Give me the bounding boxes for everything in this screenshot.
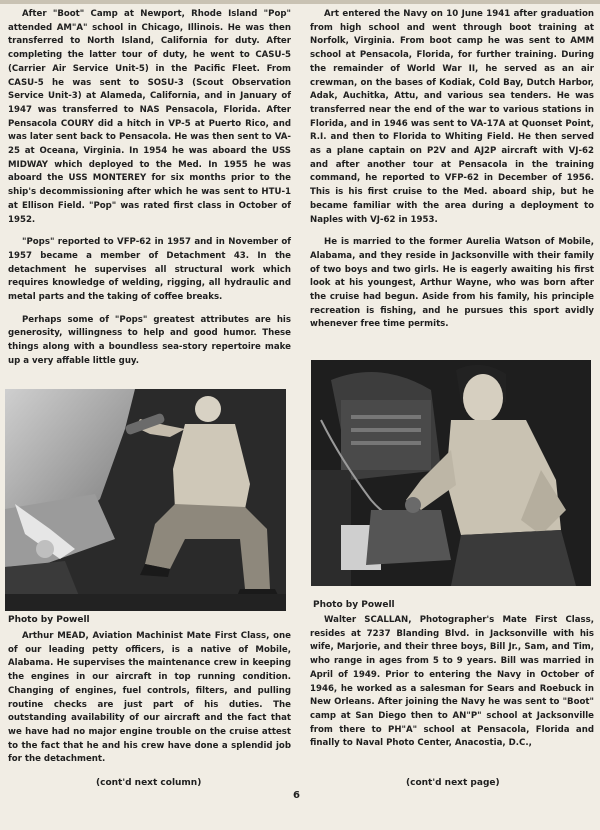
right-continued-note: (cont'd next page) bbox=[406, 778, 500, 788]
left-continued-note: (cont'd next column) bbox=[96, 778, 202, 788]
right-paragraph-1: Art entered the Navy on 10 June 1941 after graduation from high school and went through boot training at Norfolk, Virginia. From boot camp he was sent to AMM school at Pensacola, Florida, for further training. During the remainder of World War II, he served as an air crewman, on the bases of Kodiak, Cold Bay, Dutch Harbor, Adak, Auchitka, Attu, and various sea tenders. He was transferred near the end of the war to various stations in Florida, and in 1946 was sent to VA-17A at Quonset Point, R.I. and then to Florida to Whiting Field. He then served as a plane captain on P2V and AJ2P aircraft with VJ-62 and after another tour at Pensacola in the training command, he reported to VFP-62 in December of 1956. This is his first cruise to the Med. aboard ship, but he became familiar with the area during a deployment to Naples with VJ-62 in 1953. bbox=[310, 9, 594, 225]
left-paragraph-1: After "Boot" Camp at Newport, Rhode Island "Pop" attended AM"A" school in Chicago, Illinois. He was then transferred to North Island, California for duty. After completing the latter tour of duty, he went to CASU-5 (Carrier Air Service Unit-5) in the Pacific Fleet. From CASU-5 he was sent to SOSU-3 (Scout Observation Service Unit-3) at Alameda, California, and in January of 1947 was transferred to NAS Pensacola, Florida. After Pensacola COURY did a hitch in VP-5 at Puerto Rico, and was later sent back to Pensacola. He was then sent to VA-25 at Oceana, Virginia. In 1954 he was aboard the USS MIDWAY which deployed to the Med. In 1955 he was aboard the USS MONTEREY for six months prior to the ship's decommissioning after which he was sent to HTU-1 at Ellison Field. "Pop" was rated first class in October of 1952. bbox=[8, 9, 291, 225]
bio-walter-scallan: Walter SCALLAN, Photographer's Mate First Class, resides at 7237 Blanding Blvd. in Jacksonville with his wife, Marjorie, and their three boys, Bill Jr., Sam, and Tim, who range in ages from 5 to 9 years. Bill was married in April of 1949. Prior to entering the Navy in October of 1946, he worked as a salesman for Sears and Roebuck in New Orleans. After joining the Navy he was sent to "Boot" camp at San Diego then to AN"P" school at Jacksonville from there to PH"A" school at Pensacola, Florida and finally to Naval Photo Center, Anacostia, D.C., bbox=[310, 615, 594, 749]
photo-arthur-mead bbox=[5, 389, 286, 611]
page-number: 6 bbox=[293, 790, 300, 801]
bio-arthur-mead: Arthur MEAD, Aviation Machinist Mate First Class, one of our leading petty officers, is a native of Mobile, Alabama. He supervises the maintenance crew in keeping the engines in our aircraft in top running condition. Changing of engines, fuel controls, filters, and pulling routine checks are just part of his duties. The outstanding availability of our aircraft and the fact that we have had no major engine trouble on the cruise attest to the fact that he and his crew have done a splendid job for the detachment. bbox=[8, 631, 291, 765]
left-bio-block bbox=[8, 630, 291, 776]
right-column-text bbox=[310, 8, 594, 341]
photo-walter-scallan bbox=[311, 360, 591, 586]
right-photo-caption: Photo by Powell bbox=[313, 600, 395, 610]
right-paragraph-2: He is married to the former Aurelia Watson of Mobile, Alabama, and they reside in Jacksonville with their family of two boys and two girls. He is eagerly awaiting his first look at his youngest, Arthur Wayne, who was born after the cruise had begun. Aside from his family, his principle recreation is fishing, and he pursues this sport avidly whenever free time permits. bbox=[310, 237, 594, 330]
left-photo-caption: Photo by Powell bbox=[8, 615, 90, 625]
left-column-text bbox=[8, 8, 291, 378]
left-paragraph-3: Perhaps some of "Pops" greatest attributes are his generosity, willingness to help and good humor. These things along with a boundless sea-story repertoire make up a very affable little guy. bbox=[8, 314, 291, 366]
right-bio-block bbox=[310, 614, 594, 760]
photo-photographer-illustration bbox=[311, 360, 591, 586]
left-paragraph-2: "Pops" reported to VFP-62 in 1957 and in November of 1957 became a member of Detachment 43. In the detachment he supervises all structural work which requires knowledge of welding, rigging, all hydraulic and metal parts and the taking of coffee breaks. bbox=[8, 237, 291, 303]
page-edge bbox=[0, 0, 600, 4]
photo-mechanic-illustration bbox=[5, 389, 286, 611]
